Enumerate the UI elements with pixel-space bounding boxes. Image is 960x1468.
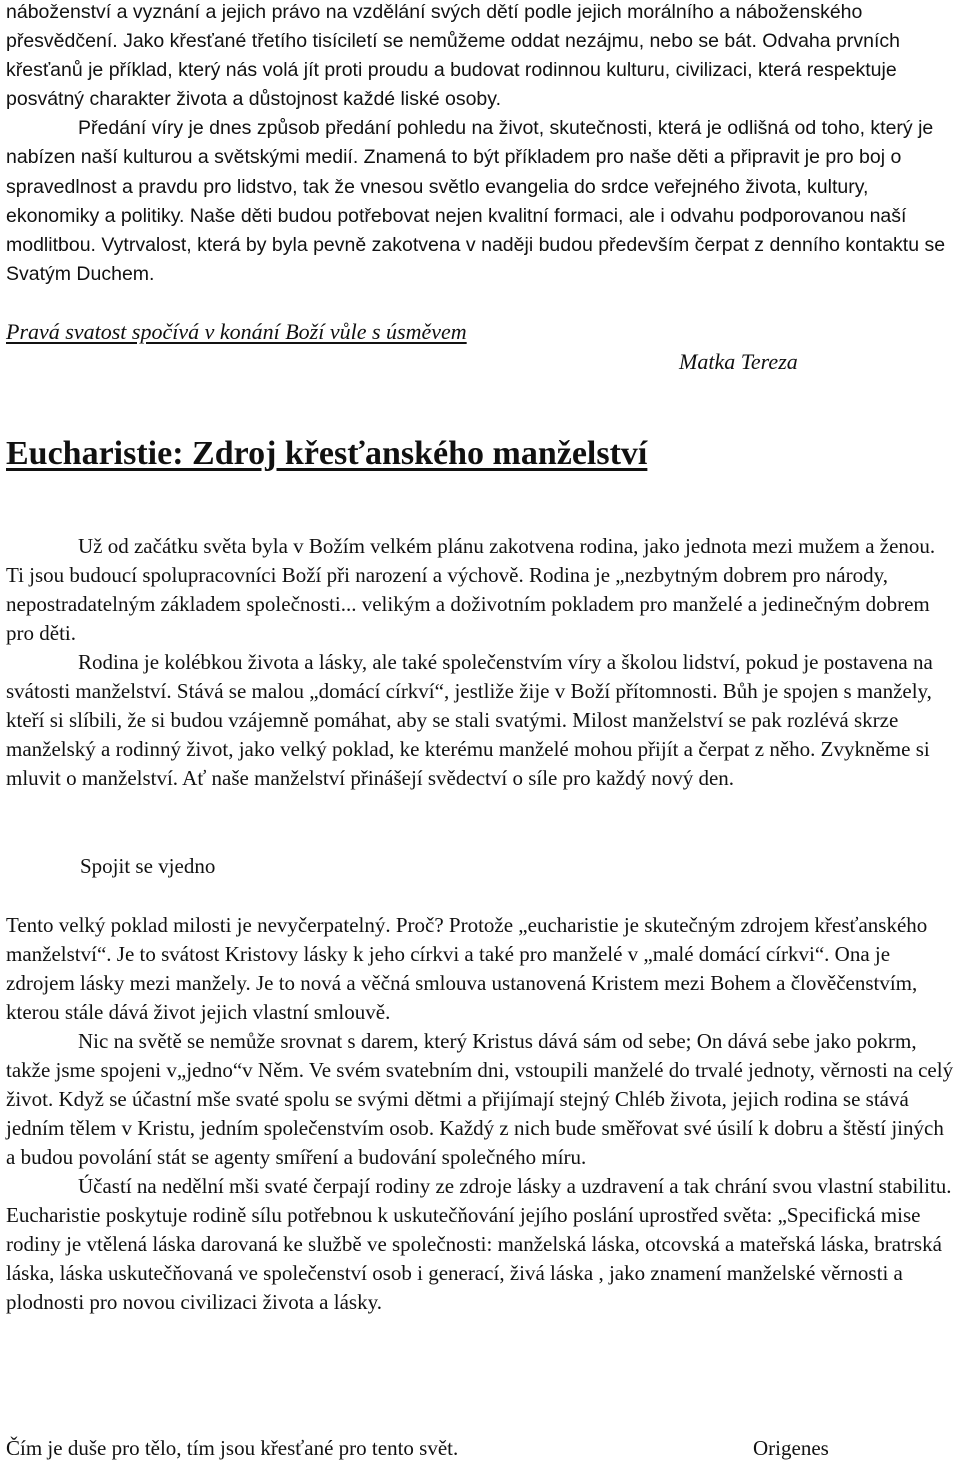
quote-text: Pravá svatost spočívá v konání Boží vůle s úsměvem (6, 319, 467, 344)
paragraph-christ-gift: Nic na světě se nemůže srovnat s darem, který Kristus dává sám od sebe; On dává sebe jako pokrm, takže jsme spojeni v„jedno“v Něm. Ve svém svatebním dni, vstoupili manželé do trvalé jednoty, věrnosti na celý život. Když se účastní mše svaté spolu se svými dětmi a přijímají stejný Chléb života, jejich rodina se stává jedním tělem v Kristu, jedním společenstvím osob. Každý z nich bude směřovat své úsilí k dobru a štěstí jiných a budou povolání stát se agenty smíření a budování společného míru. (6, 1029, 954, 1169)
paragraph-sunday-mass: Účastí na nedělní mši svaté čerpají rodiny ze zdroje lásky a uzdravení a tak chrání svou vlastní stabilitu. Eucharistie poskytuje rodině sílu potřebnou k uskutečňování jejího poslání uprostřed světa: „Specifická mise rodiny je vtělená láska darovaná ke službě ve společnosti: manželská láska, otcovská a mateřská láska, bratrská láska, láska uskutečňovaná ve společenství osob i generací, živá láska , jako znamení manželské věrnosti a plodnosti pro novou civilizaci života a lásky. (6, 1174, 952, 1314)
article-intro (6, 532, 954, 793)
paragraph-faith-transmission: Předání víry je dnes způsob předání pohledu na život, skutečnosti, která je odlišná od toho, který je nabízen naší kulturou a světskými medií. Znamená to být příkladem pro naše děti a připravit je pro boj o spravedlnost a pravdu pro lidstvo, tak že vnesou světlo evangelia do srdce veřejného života, kultury, ekonomiky a politiky. Naše děti budou potřebovat nejen kvalitní formaci, ale i odvahu podporovanou naší modlitbou. Vytrvalost, která by byla pevně zakotvena v naději budou především čerpat z denního kontaktu se Svatým Duchem. (6, 117, 946, 285)
section-subheading: Spojit se vjedno (80, 854, 216, 878)
quote-block (6, 319, 954, 345)
article-title: Eucharistie: Zdroj křesťanského manželství (6, 435, 648, 472)
article-body (6, 911, 954, 1317)
paragraph-family-cradle: Rodina je kolébkou života a lásky, ale také společenstvím víry a školou lidství, pokud je postavena na svátosti manželství. Stává se malou „domácí církví“, jestliže žije v Boží přítomnosti. Bůh je spojen s manžely, kteří si slíbili, že si budou vzájemně pomáhat, aby se stali svatými. Milost manželství se pak rozlévá skrze manželský a rodinný život, jako velký poklad, ke kterému manželé mohou přijít a čerpat z něho. Zvykněme si mluvit o manželství. Ať naše manželství přinášejí svědectví o síle pro každý nový den. (6, 650, 933, 790)
section-intro (6, 0, 954, 289)
closing-quote: Čím je duše pro tělo, tím jsou křesťané pro tento svět. (6, 1436, 459, 1460)
quote-author: Matka Tereza (679, 349, 798, 374)
closing-author: Origenes (753, 1436, 829, 1460)
paragraph-eucharist-source: Tento velký poklad milosti je nevyčerpatelný. Proč? Protože „eucharistie je skutečným zdrojem křesťanského manželství“. Je to svátost Kristovy lásky k jeho církvi a také pro manželé v „malé domácí církvi“. Ona je zdrojem lásky mezi manžely. Je to nová a věčná smlouva ustanovená Kristem mezi Bohem a člověčenstvím, kterou stále dává život jejich vlastní smlouvě. (6, 913, 928, 1024)
paragraph-continued: náboženství a vyznání a jejich právo na vzdělání svých dětí podle jejich morálního a náboženského přesvědčení. Jako křesťané třetího tisíciletí se nemůžeme oddat nezájmu, nebo se bát. Odvaha prvních křesťanů je příklad, který nás volá jít proti proudu a budovat rodinnou kulturu, civilizaci, která respektuje posvátný charakter života a důstojnost každé liské osoby. (6, 1, 900, 111)
paragraph-family-plan: Už od začátku světa byla v Božím velkém plánu zakotvena rodina, jako jednota mezi mužem a ženou. Ti jsou budoucí spolupracovníci Boží při narození a výchově. Rodina je „nezbytným dobrem pro národy, nepostradatelným základem společnosti... velikým a doživotním pokladem pro manželé a jedinečným dobrem pro děti. (6, 534, 936, 645)
